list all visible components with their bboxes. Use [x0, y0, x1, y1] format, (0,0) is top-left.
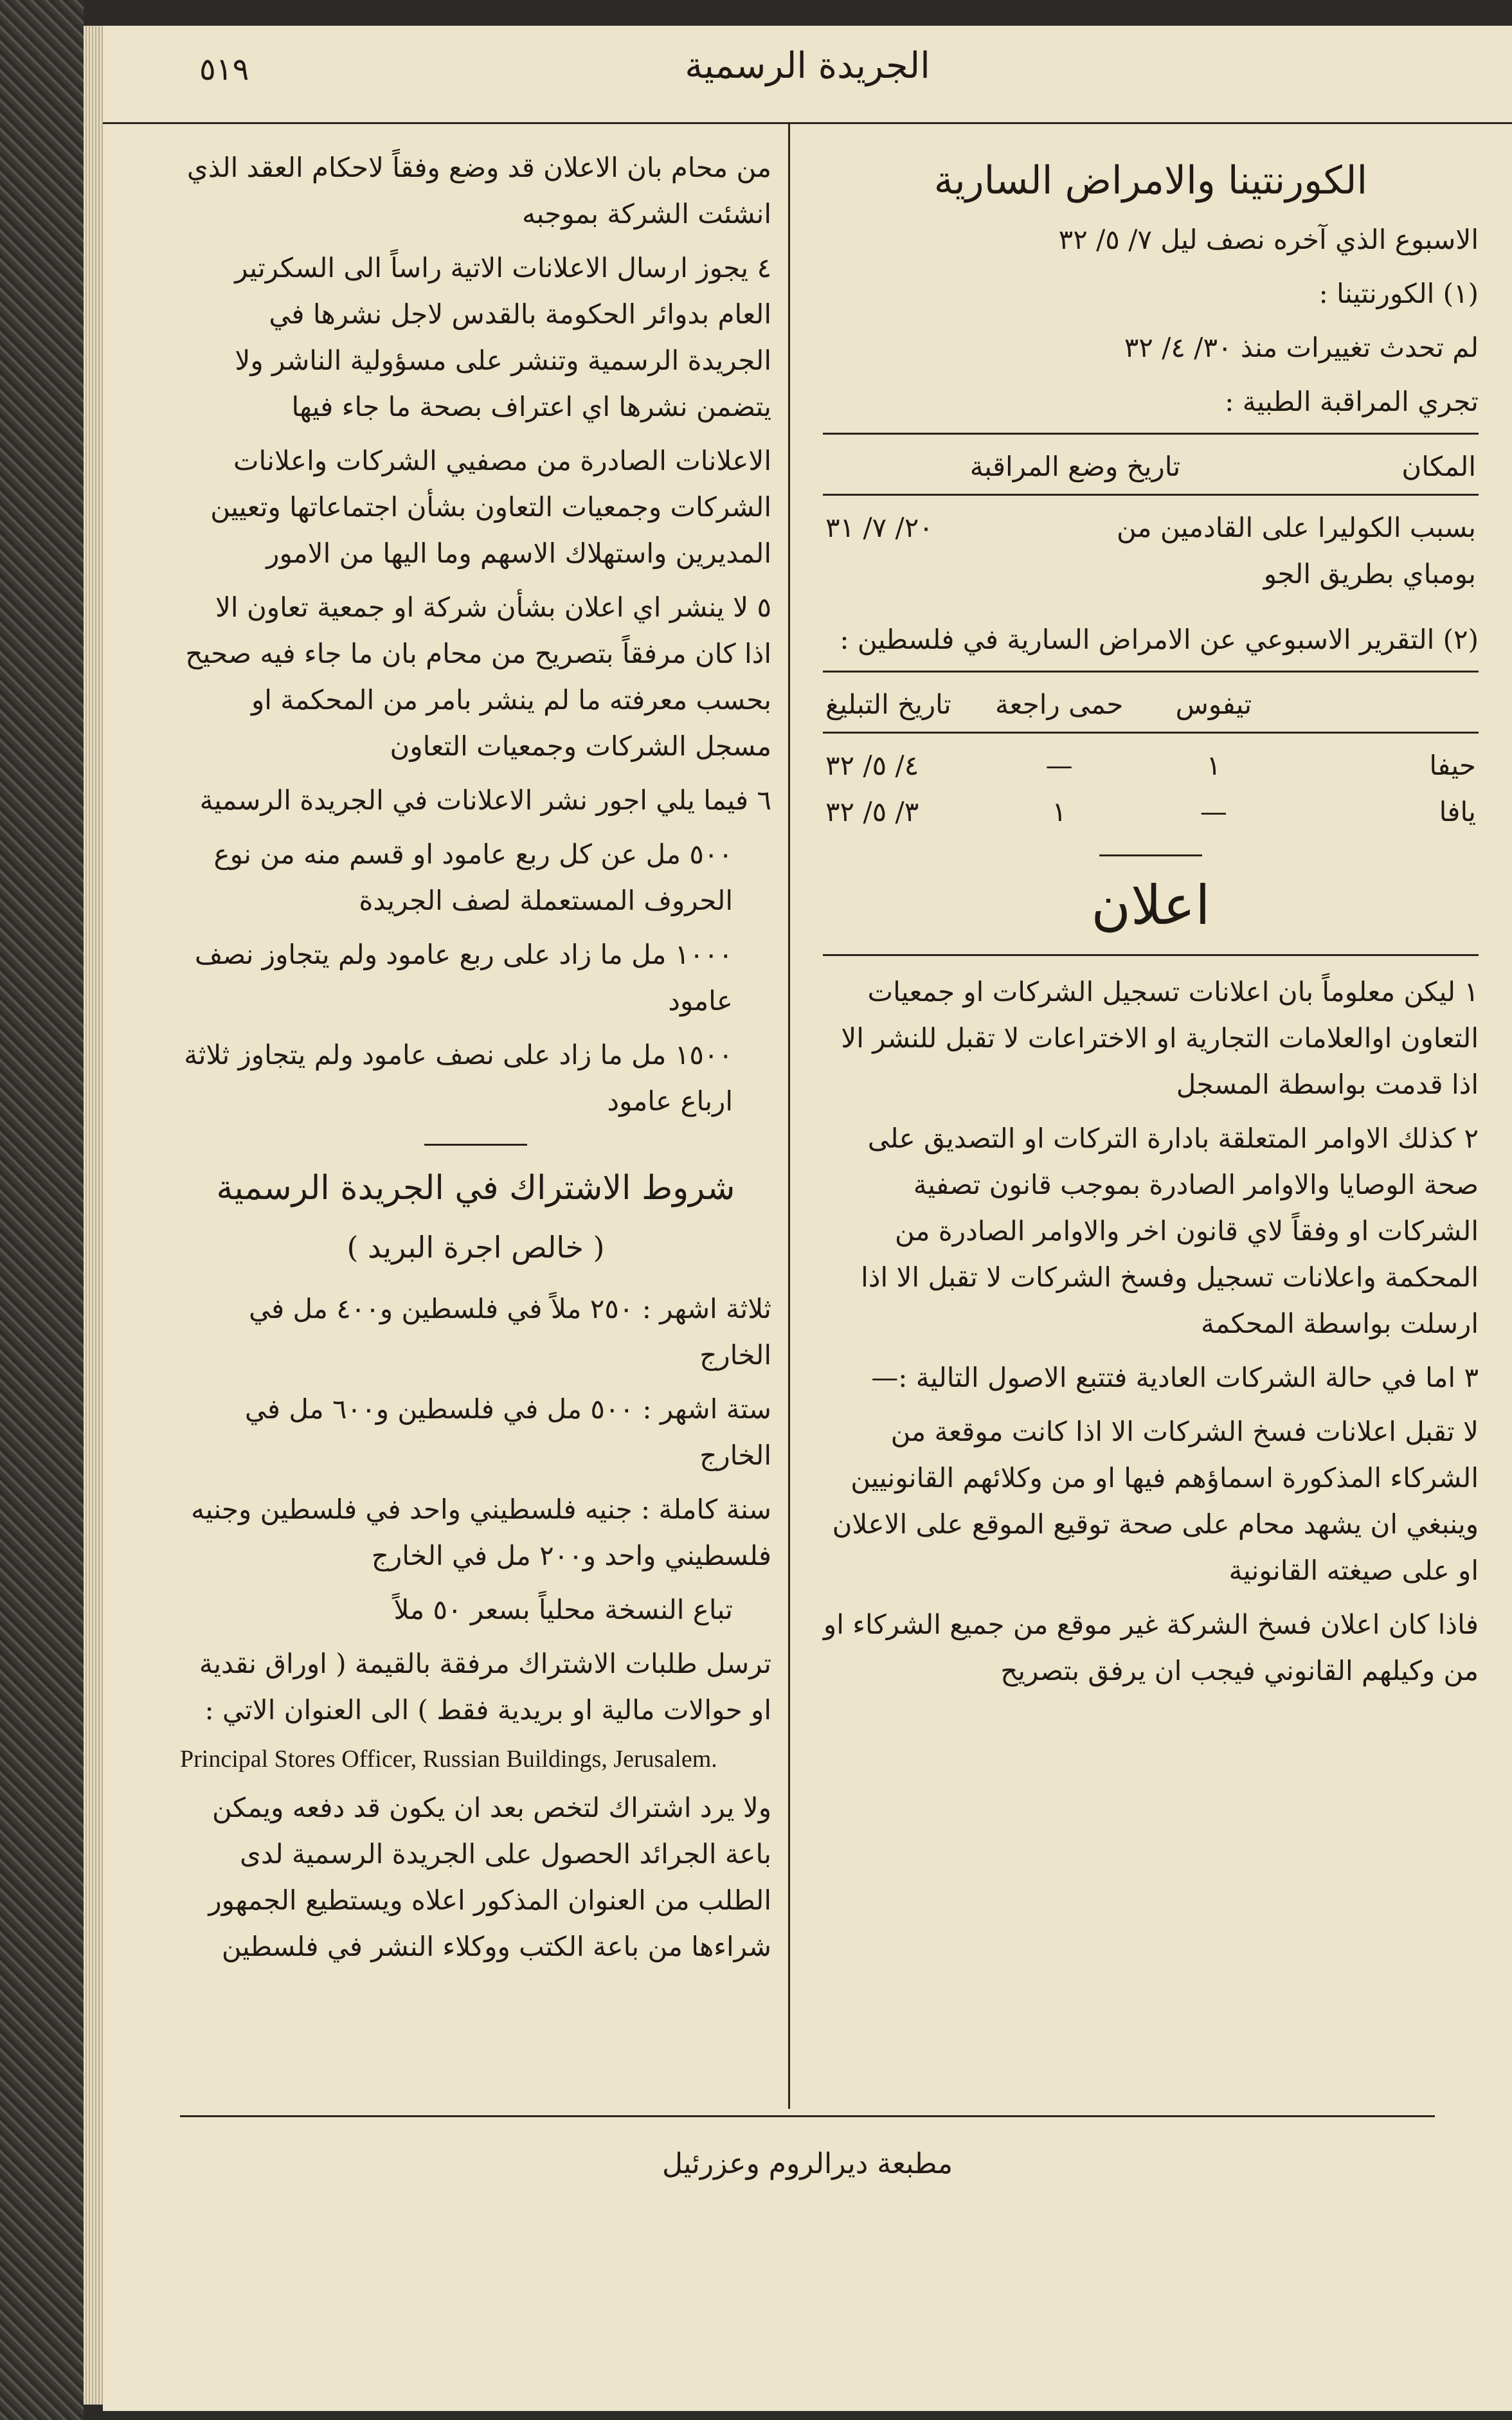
subscription-address: Principal Stores Officer, Russian Buildings, Jerusalem.: [180, 1746, 717, 1773]
footer-rule: [180, 2115, 1435, 2117]
col-typhus: تيفوس: [1175, 689, 1252, 720]
table-row: [823, 505, 1479, 597]
table-rule: [823, 732, 1479, 734]
column-divider: [788, 122, 790, 2109]
fee-line: ١٠٠٠ مل ما زاد على ربع عامود ولم يتجاوز نصف عامود: [194, 939, 733, 1016]
row-typhus: ١: [1206, 750, 1221, 781]
observation-date: ٢٠/ ٧/ ٣١: [825, 512, 933, 543]
announcement-paragraph-3c: من محام بان الاعلان قد وضع وفقاً لاحكام العقد الذي انشئت الشركة بموجبه: [186, 152, 771, 230]
left-column: [180, 145, 771, 1978]
printer-imprint: مطبعة ديرالروم وعزرئيل: [662, 2147, 953, 2180]
row-typhus: —: [1200, 796, 1227, 827]
announcement-paragraph-6: ٦ فيما يلي اجور نشر الاعلانات في الجريدة الرسمية: [199, 784, 771, 816]
subscription-six-months: ستة اشهر : ٥٠٠ مل في فلسطين و٦٠٠ مل في الخارج: [244, 1393, 771, 1471]
announcement-paragraph-3a: لا تقبل اعلانات فسخ الشركات الا اذا كانت موقعة من الشركاء المذكورة اسماؤهم فيها او من وكلائهم القانونيين وينبغي ان يشهد محام على صحة توقيع الموقع على الاعلان او على صيغته القانونية: [832, 1416, 1479, 1586]
table-rule: [823, 433, 1479, 435]
announcement-paragraph-5: ٥ لا ينشر اي اعلان بشأن شركة او جمعية تعاون الا اذا كان مرفقاً بتصريح من محام بان ما جاء فيه صحيح بحسب معرفته ما لم ينشر بامر من المحكمة او مسجل الشركات وجمعيات التعاون: [185, 591, 771, 762]
subscription-subtitle: ( خالص اجرة البريد ): [346, 1230, 605, 1265]
table-row: [823, 789, 1479, 835]
disease-table-header: [823, 682, 1479, 728]
announcement-rule: [823, 954, 1479, 956]
fee-line: ١٥٠٠ مل ما زاد على نصف عامود ولم يتجاوز ثلاثة ارباع عامود: [184, 1039, 733, 1117]
row-place: يافا: [1439, 796, 1476, 827]
col-date: تاريخ وضع المراقبة: [969, 451, 1181, 482]
page-header: [103, 26, 1512, 124]
row-date: ٤/ ٥/ ٣٢: [825, 750, 919, 781]
row-fever: ١: [1052, 796, 1066, 827]
quarantine-week: الاسبوع الذي آخره نصف ليل ٧/ ٥/ ٣٢: [1058, 224, 1479, 255]
announcement-paragraph-4: ٤ يجوز ارسال الاعلانات الاتية راساً الى السكرتير العام بدوائر الحكومة بالقدس لاجل نشرها في الجريدة الرسمية وتنشر على مسؤولية الناشر ولا يتضمن نشرها اي اعتراف بصحة ما جاء فيها: [235, 252, 771, 422]
announcement-paragraph-3b: فاذا كان اعلان فسخ الشركة غير موقع من جميع الشركاء او من وكيلهم القانوني فيجب ان يرفق بتصريح: [823, 1609, 1479, 1686]
quarantine-heading: (١) الكورنتينا :: [1318, 278, 1479, 309]
table-rule: [823, 494, 1479, 496]
col-blank: [1295, 682, 1479, 728]
single-copy-price: تباع النسخة محلياً بسعر ٥٠ ملاً: [393, 1594, 733, 1625]
right-column: [823, 145, 1479, 1702]
gazette-page: [103, 26, 1512, 2411]
section-separator: [424, 1144, 527, 1146]
announcement-paragraph-2: ٢ كذلك الاوامر المتعلقة بادارة التركات او التصديق على صحة الوصايا والاوامر الصادرة بموجب قانون تصفية الشركات او وفقاً لاي قانون اخر والاوامر الصادرة من المحكمة واعلانات تسجيل وفسخ الشركات لا تقبل الا اذا ارسلت بواسطة المحكمة: [861, 1123, 1479, 1339]
col-fever: حمى راجعة: [995, 689, 1124, 720]
row-fever: —: [1045, 750, 1073, 781]
row-place: حيفا: [1429, 750, 1476, 781]
table-row: [823, 743, 1479, 789]
section-separator: [1099, 854, 1202, 856]
book-binding: [0, 0, 84, 2420]
quarantine-text: لم تحدث تغييرات منذ ٣٠/ ٤/ ٣٢: [1124, 332, 1479, 363]
announcement-title: اعلان: [1091, 874, 1210, 937]
subscription-title: شروط الاشتراك في الجريدة الرسمية: [216, 1169, 735, 1207]
journal-title: الجريدة الرسمية: [685, 45, 930, 87]
row-date: ٣/ ٥/ ٣٢: [825, 796, 919, 827]
announcement-paragraph-3: ٣ اما في حالة الشركات العادية فتتبع الاصول التالية :—: [871, 1362, 1479, 1393]
col-report-date: تاريخ التبليغ: [825, 689, 951, 720]
observation-table-header: [823, 444, 1479, 490]
subscription-three-months: ثلاثة اشهر : ٢٥٠ ملاً في فلسطين و٤٠٠ مل في الخارج: [249, 1293, 771, 1371]
weekly-report-heading: (٢) التقرير الاسبوعي عن الامراض السارية في فلسطين :: [840, 624, 1479, 655]
announcement-paragraph-1: ١ ليكن معلوماً بان اعلانات تسجيل الشركات او جمعيات التعاون اوالعلامات التجارية او الاختراعات لا تقبل للنشر الا اذا قدمت بواسطة المسجل: [841, 976, 1479, 1100]
table-rule: [823, 671, 1479, 673]
medical-heading: تجري المراقبة الطبية :: [1225, 386, 1479, 417]
announcement-paragraph-4a: الاعلانات الصادرة من مصفيي الشركات واعلانات الشركات وجمعيات التعاون بشأن اجتماعاتها وتعيين المديرين واستهلاك الاسهم وما اليها من الامور: [210, 445, 771, 569]
subscription-full-year: سنة كاملة : جنيه فلسطيني واحد في فلسطين وجنيه فلسطيني واحد و٢٠٠ مل في الخارج: [191, 1494, 771, 1571]
fee-line: ٥٠٠ مل عن كل ربع عامود او قسم منه من نوع الحروف المستعملة لصف الجريدة: [213, 838, 733, 916]
observation-place: بسبب الكوليرا على القادمين من بومباي بطريق الجو: [1117, 512, 1476, 590]
quarantine-title: الكورنتينا والامراض السارية: [933, 158, 1368, 203]
subscription-closing: ولا يرد اشتراك لتخص بعد ان يكون قد دفعه ويمكن باعة الجرائد الحصول على الجريدة الرسمية لدى الطلب من العنوان المذكور اعلاه ويستطيع الجمهور شراءها من باعة الكتب ووكلاء النشر في فلسطين: [208, 1792, 771, 1962]
page-number: ٥١٩: [199, 51, 249, 87]
col-place: المكان: [1401, 451, 1476, 482]
send-requests: ترسل طلبات الاشتراك مرفقة بالقيمة ( اوراق نقدية او حوالات مالية او بريدية فقط ) الى العنوان الاتي :: [199, 1648, 771, 1726]
